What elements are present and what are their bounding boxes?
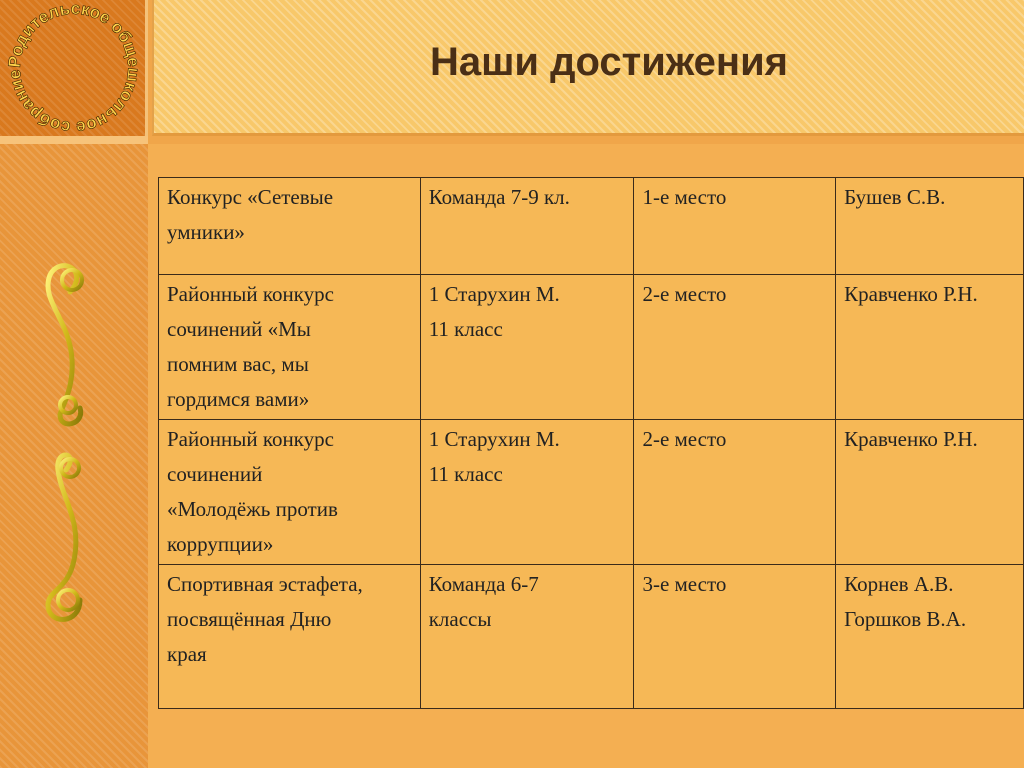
place-cell [634, 565, 836, 709]
contest-cell [159, 178, 421, 275]
circular-logo-text-icon [0, 0, 148, 136]
participant-cell [420, 565, 634, 709]
contest-line: края [167, 642, 207, 666]
contest-line: сочинений «Мы [167, 317, 311, 341]
teacher-cell [836, 275, 1024, 420]
title-band [152, 0, 1024, 136]
contest-cell [159, 420, 421, 565]
achievements-table [158, 177, 1024, 709]
contest-cell [159, 275, 421, 420]
place-cell [634, 420, 836, 565]
teacher-line: Кравченко Р.Н. [844, 427, 978, 451]
teacher-line: Корнев А.В. [844, 572, 954, 596]
teacher-line: Горшков В.А. [844, 607, 967, 631]
place-cell [634, 178, 836, 275]
participant-line: 1 Старухин М. [428, 282, 560, 306]
page-title: Наши достижения [429, 40, 789, 84]
participant-line: Команда 7-9 кл. [428, 185, 570, 209]
participant-line: классы [428, 607, 492, 631]
table-row [159, 275, 1024, 420]
place-text: 2-е место [642, 427, 727, 451]
logo-text: Родительское общешкольное собрание [4, 0, 144, 136]
contest-line: посвящённая Дню [167, 607, 332, 631]
contest-line: сочинений [167, 462, 263, 486]
contest-cell [159, 565, 421, 709]
place-text: 2-е место [642, 282, 727, 306]
place-text: 3-е место [642, 572, 727, 596]
contest-line: коррупции» [167, 532, 274, 556]
contest-line: Районный конкурс [167, 282, 334, 306]
place-cell [634, 275, 836, 420]
contest-line: помним вас, мы [167, 352, 309, 376]
table-row [159, 565, 1024, 709]
contest-line: гордимся вами» [167, 387, 310, 411]
participant-line: 11 класс [428, 317, 503, 341]
contest-line: Районный конкурс [167, 427, 334, 451]
teacher-line: Бушев С.В. [844, 185, 946, 209]
participant-cell [420, 275, 634, 420]
contest-line: Конкурс «Сетевые [167, 185, 334, 209]
teacher-cell [836, 178, 1024, 275]
contest-line: «Молодёжь против [167, 497, 338, 521]
table-row [159, 420, 1024, 565]
participant-cell [420, 178, 634, 275]
teacher-line: Кравченко Р.Н. [844, 282, 978, 306]
participant-line: 1 Старухин М. [428, 427, 560, 451]
participant-line: 11 класс [428, 462, 503, 486]
logo [0, 0, 148, 136]
table-row [159, 178, 1024, 275]
participant-cell [420, 420, 634, 565]
contest-line: Спортивная эстафета, [167, 572, 363, 596]
svg-text:Родительское общешкольное собр [5, 0, 144, 136]
participant-line: Команда 6-7 [428, 572, 539, 596]
place-text: 1-е место [642, 185, 727, 209]
teacher-cell [836, 420, 1024, 565]
teacher-cell [836, 565, 1024, 709]
contest-line: умники» [167, 220, 245, 244]
